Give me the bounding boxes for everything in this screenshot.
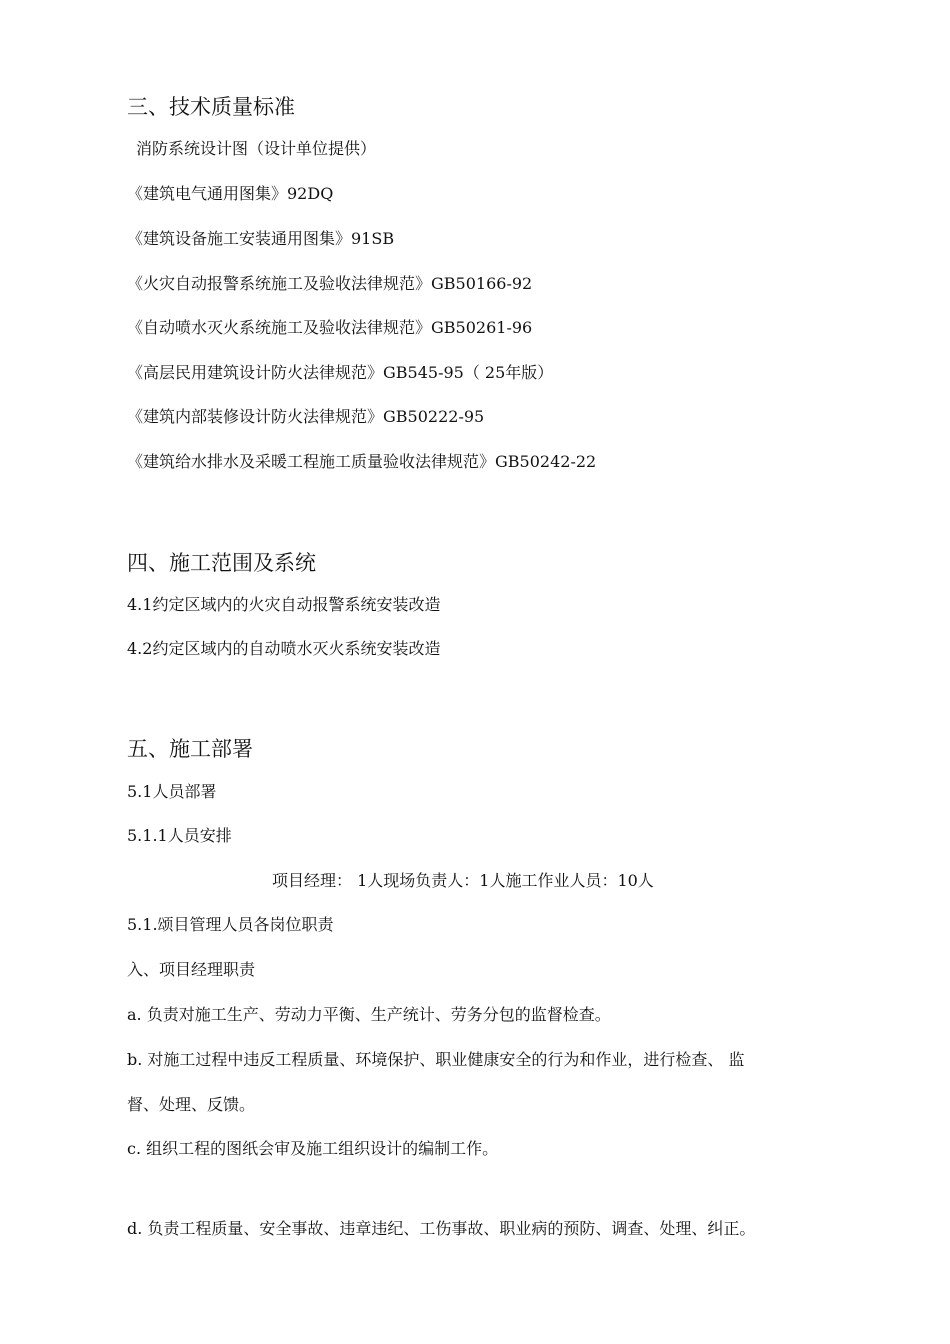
duty-d: d. 负责工程质量、安全事故、违章违纪、工伤事故、职业病的预防、调查、处理、纠正。 xyxy=(127,1219,756,1238)
standard-item-5: 《自动喷水灭火系统施工及验收法律规范》GB50261-96 xyxy=(127,318,533,337)
standard-item-4: 《火灾自动报警系统施工及验收法律规范》GB50166-92 xyxy=(127,274,533,293)
section-5-heading: 五、施工部署 xyxy=(127,737,253,761)
duty-c: c. 组织工程的图纸会审及施工组织设计的编制工作。 xyxy=(127,1139,499,1158)
duty-a: a. 负责对施工生产、劳动力平衡、生产统计、劳务分包的监督检查。 xyxy=(127,1005,611,1024)
duty-b-line-1: b. 对施工过程中违反工程质量、环境保护、职业健康安全的行为和作业，进行检查、 监 xyxy=(127,1050,745,1069)
standard-item-3: 《建筑设备施工安装通用图集》91SB xyxy=(127,229,395,248)
subsection-5-1-1: 5.1.1人员安排 xyxy=(127,826,232,845)
standard-item-1: 消防系统设计图（设计单位提供） xyxy=(136,139,377,158)
subsection-5-1-2: 5.1.颂目管理人员各岗位职责 xyxy=(127,915,334,934)
section-3-heading: 三、技术质量标准 xyxy=(127,95,295,119)
pm-duties-heading: 入、项目经理职责 xyxy=(127,960,256,979)
subsection-5-1: 5.1人员部署 xyxy=(127,782,217,801)
standard-item-7: 《建筑内部装修设计防火法律规范》GB50222-95 xyxy=(127,407,485,426)
duty-b-line-2: 督、处理、反馈。 xyxy=(127,1095,256,1114)
standard-item-2: 《建筑电气通用图集》92DQ xyxy=(127,184,334,203)
staffing-line: 项目经理： 1人现场负责人：1人施工作业人员：10人 xyxy=(272,871,654,890)
scope-item-2: 4.2约定区域内的自动喷水灭火系统安装改造 xyxy=(127,639,441,658)
standard-item-8: 《建筑给水排水及采暖工程施工质量验收法律规范》GB50242-22 xyxy=(127,452,597,471)
scope-item-1: 4.1约定区域内的火灾自动报警系统安装改造 xyxy=(127,595,441,614)
section-4-heading: 四、施工范围及系统 xyxy=(127,551,316,575)
standard-item-6: 《高层民用建筑设计防火法律规范》GB545-95（ 25年版） xyxy=(127,363,554,382)
